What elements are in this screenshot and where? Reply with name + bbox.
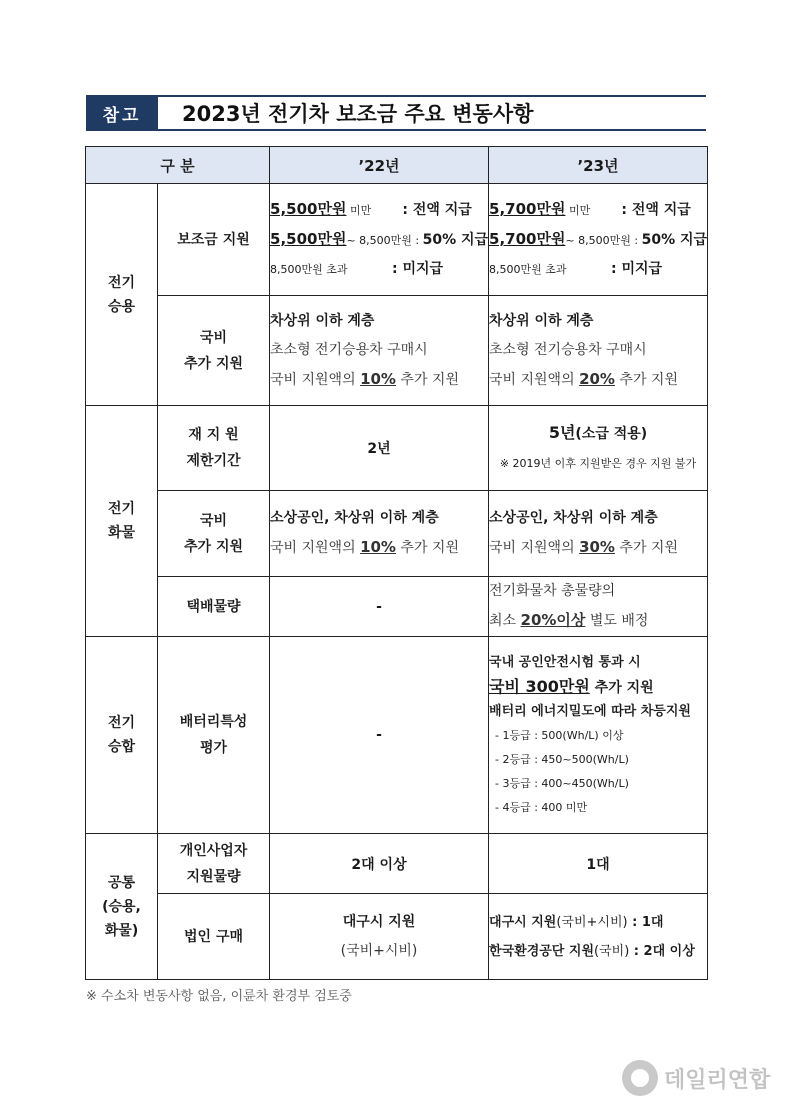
header-row [86, 147, 708, 184]
extra-text: 추가 지원 [395, 540, 459, 556]
condition-text: 초소형 전기승용차 구매시 [489, 341, 647, 358]
cell-2023-extra [489, 491, 708, 577]
category-label: 승합 [107, 739, 136, 755]
price-threshold: 5,700만원 [489, 200, 566, 218]
category-label: 화물 [107, 525, 136, 541]
extra-text: 추가 지원 [395, 371, 459, 388]
table-row [86, 834, 708, 894]
header-2023: ’23년 [489, 147, 708, 184]
row-label-delivery: 택배물량 [158, 577, 270, 637]
row-label-subsidy: 보조금 지원 [158, 184, 270, 296]
header-category: 구 분 [86, 147, 270, 184]
row-label-line: 추가 지원 [184, 355, 243, 372]
row-label-battery [158, 637, 270, 834]
corporate-count: : 2대 이상 [629, 943, 695, 959]
table-row [86, 491, 708, 577]
row-label-extra [158, 296, 270, 406]
delivery-rate: 20%이상 [520, 611, 586, 629]
row-label-individual [158, 834, 270, 894]
resupport-period: 5년 [548, 423, 576, 442]
category-label: 화물) [104, 922, 139, 939]
table-row [86, 894, 708, 980]
extra-text: 국비 지원액의 [270, 371, 361, 388]
row-label-line: 평가 [199, 740, 228, 756]
corporate-text: (국비+시비) [340, 942, 418, 959]
cell-2022-delivery: - [270, 577, 489, 637]
battery-grade-item: - 4등급 : 400 미만 [495, 800, 588, 814]
subsidy-rate: : 전액 지급 [402, 202, 472, 218]
subsidy-rate: : 미지급 [392, 261, 444, 277]
category-bus [86, 637, 158, 834]
row-label-line: 국비 [199, 512, 228, 529]
corporate-text: 대구시 지원 [342, 913, 416, 930]
title-bar [86, 95, 706, 131]
table-row [86, 184, 708, 296]
page-title: 2023년 전기차 보조금 주요 변동사항 [182, 102, 534, 126]
row-label-line: 추가 지원 [184, 538, 243, 555]
target-group: 소상공인, 차상위 이하 계층 [270, 510, 439, 526]
corporate-text: 한국환경공단 지원 [489, 943, 595, 959]
table-row [86, 577, 708, 637]
subsidy-rate: : 미지급 [611, 261, 663, 277]
subsidy-rate: 50% 지급 [422, 232, 489, 248]
corporate-text: (국비) [594, 943, 630, 959]
cell-2022-extra [270, 296, 489, 406]
price-qualifier: 미만 [565, 204, 591, 217]
category-passenger [86, 184, 158, 406]
cell-2023-extra [489, 296, 708, 406]
row-label-line: 제한기간 [186, 453, 241, 469]
cell-2023-delivery [489, 577, 708, 637]
watermark-text: 데일리연합 [664, 1067, 771, 1093]
delivery-text: 전기화물차 총물량의 [489, 583, 616, 599]
extra-text: 국비 지원액의 [270, 540, 361, 556]
price-qualifier: 미만 [346, 204, 372, 217]
table-row [86, 637, 708, 834]
category-label: 승용 [107, 298, 136, 315]
row-label-resupport [158, 406, 270, 491]
cell-2022-subsidy [270, 184, 489, 296]
category-common [86, 834, 158, 980]
price-threshold: 8,500만원 초과 [489, 263, 567, 276]
resupport-note: ※ 2019년 이후 지원받은 경우 지원 불가 [499, 457, 697, 470]
battery-grade-item: - 3등급 : 400~450(Wh/L) [495, 776, 629, 790]
table-row [86, 296, 708, 406]
condition-text: 초소형 전기승용차 구매시 [270, 341, 428, 358]
battery-condition: 국내 공인안전시험 통과 시 [489, 654, 641, 670]
extra-rate: 30% [579, 538, 615, 556]
cell-2022-corporate [270, 894, 489, 980]
category-label: 전기 [107, 715, 136, 731]
price-threshold: 8,500만원 초과 [270, 263, 348, 276]
delivery-text: 별도 배정 [585, 613, 649, 629]
price-range: ~ 8,500만원 : [565, 234, 642, 247]
footnote: ※ 수소차 변동사항 없음, 이륜차 환경부 검토중 [86, 989, 352, 1004]
cell-2022-extra [270, 491, 489, 577]
extra-text: 국비 지원액의 [489, 540, 580, 556]
extra-rate: 10% [360, 538, 396, 556]
price-threshold: 5,700만원 [489, 230, 566, 248]
extra-rate: 20% [579, 369, 615, 388]
row-label-line: 지원물량 [186, 868, 241, 885]
header-2022: ’22년 [270, 147, 489, 184]
title-bottom-rule [86, 129, 706, 131]
extra-rate: 10% [360, 369, 396, 388]
category-label: 전기 [107, 501, 136, 517]
cell-2023-resupport [489, 406, 708, 491]
price-threshold: 5,500만원 [270, 230, 347, 248]
battery-subsidy-amount: 국비 300만원 [489, 676, 590, 696]
cell-2022-battery: - [270, 637, 489, 834]
category-label: 전기 [107, 274, 136, 291]
watermark-logo [622, 1060, 770, 1096]
price-range: ~ 8,500만원 : [346, 234, 423, 247]
target-group: 차상위 이하 계층 [489, 312, 594, 329]
category-label: 공통 [107, 874, 136, 891]
cell-2022-individual: 2대 이상 [270, 834, 489, 894]
row-label-line: 개인사업자 [179, 842, 248, 859]
row-label-line: 배터리특성 [179, 714, 248, 730]
cell-2023-individual: 1대 [489, 834, 708, 894]
logo-icon [622, 1060, 658, 1096]
subsidy-rate: 50% 지급 [641, 232, 708, 248]
reference-tag: 참고 [86, 97, 158, 129]
extra-text: 추가 지원 [614, 540, 678, 556]
price-threshold: 5,500만원 [270, 200, 347, 218]
subsidy-change-table [85, 146, 708, 980]
extra-text: 국비 지원액의 [489, 371, 580, 388]
target-group: 차상위 이하 계층 [270, 312, 375, 329]
category-label: (승용, [102, 898, 141, 915]
subsidy-rate: : 전액 지급 [621, 202, 691, 218]
cell-2023-battery [489, 637, 708, 834]
row-label-line: 국비 [199, 329, 228, 346]
row-label-corporate: 법인 구매 [158, 894, 270, 980]
cell-2022-resupport: 2년 [270, 406, 489, 491]
corporate-count: : 1대 [627, 914, 664, 930]
battery-subsidy-text: 추가 지원 [589, 679, 654, 696]
cell-2023-subsidy [489, 184, 708, 296]
extra-text: 추가 지원 [614, 371, 678, 388]
table-row [86, 406, 708, 491]
corporate-text: 대구시 지원 [489, 914, 557, 930]
battery-grade-item: - 1등급 : 500(Wh/L) 이상 [495, 728, 624, 742]
row-label-line: 재 지 원 [188, 427, 239, 443]
resupport-qualifier: (소급 적용) [575, 426, 648, 442]
cell-2023-corporate [489, 894, 708, 980]
corporate-text: (국비+시비) [556, 914, 628, 930]
category-cargo [86, 406, 158, 637]
row-label-extra [158, 491, 270, 577]
delivery-text: 최소 [489, 613, 521, 629]
battery-grading-note: 배터리 에너지밀도에 따라 차등지원 [489, 703, 691, 719]
battery-grade-item: - 2등급 : 450~500(Wh/L) [495, 752, 629, 766]
target-group: 소상공인, 차상위 이하 계층 [489, 510, 658, 526]
